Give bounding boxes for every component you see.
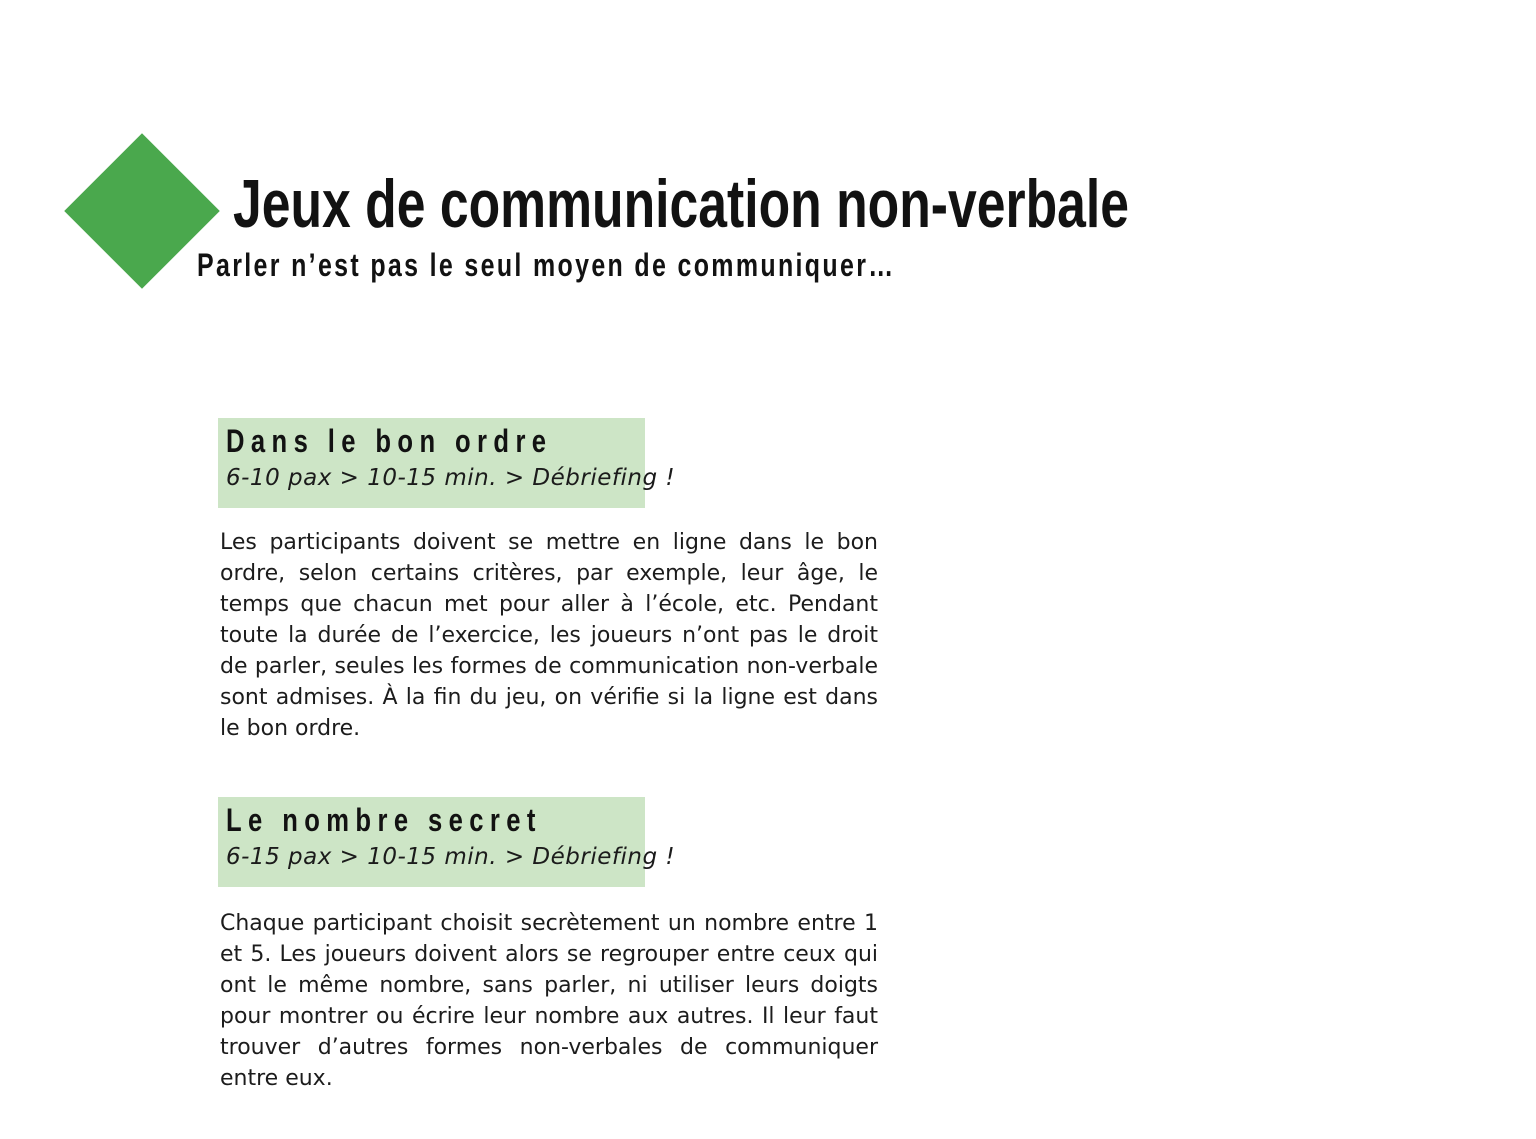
page-title: Jeux de communication non-verbale xyxy=(233,166,1130,242)
section-meta: 6-10 pax > 10-15 min. > Débriefing ! xyxy=(226,464,676,491)
section-meta: 6-15 pax > 10-15 min. > Débriefing ! xyxy=(226,843,676,870)
section-header-box xyxy=(218,797,676,887)
section-body: Les participants doivent se mettre en ligne dans le bon ordre, selon certains critères, par exemple, leur âge, le temps que chacun met pour aller à l’école, etc. Pendant toute la durée de l’exercice, les joueurs n’ont pas le droit de parler, seules les formes de communication non-verbale sont admises. À la fin du jeu, on vérifie si la ligne est dans le bon ordre. xyxy=(220,530,878,741)
section-heading: Le nombre secret xyxy=(226,802,542,838)
section-heading: Dans le bon ordre xyxy=(226,423,553,459)
section-body: Chaque participant choisit secrètement un nombre entre 1 et 5. Les joueurs doivent alors se regrouper entre ceux qui ont le même nombre, sans parler, ni utiliser leurs doigts pour montrer ou écrire leur nombre aux autres. Il leur faut trouver d’autres formes non-verbales de communiquer entre eux. xyxy=(220,911,878,1091)
page-subtitle: Parler n’est pas le seul moyen de communiquer… xyxy=(197,247,896,283)
section-header-box xyxy=(218,418,676,508)
